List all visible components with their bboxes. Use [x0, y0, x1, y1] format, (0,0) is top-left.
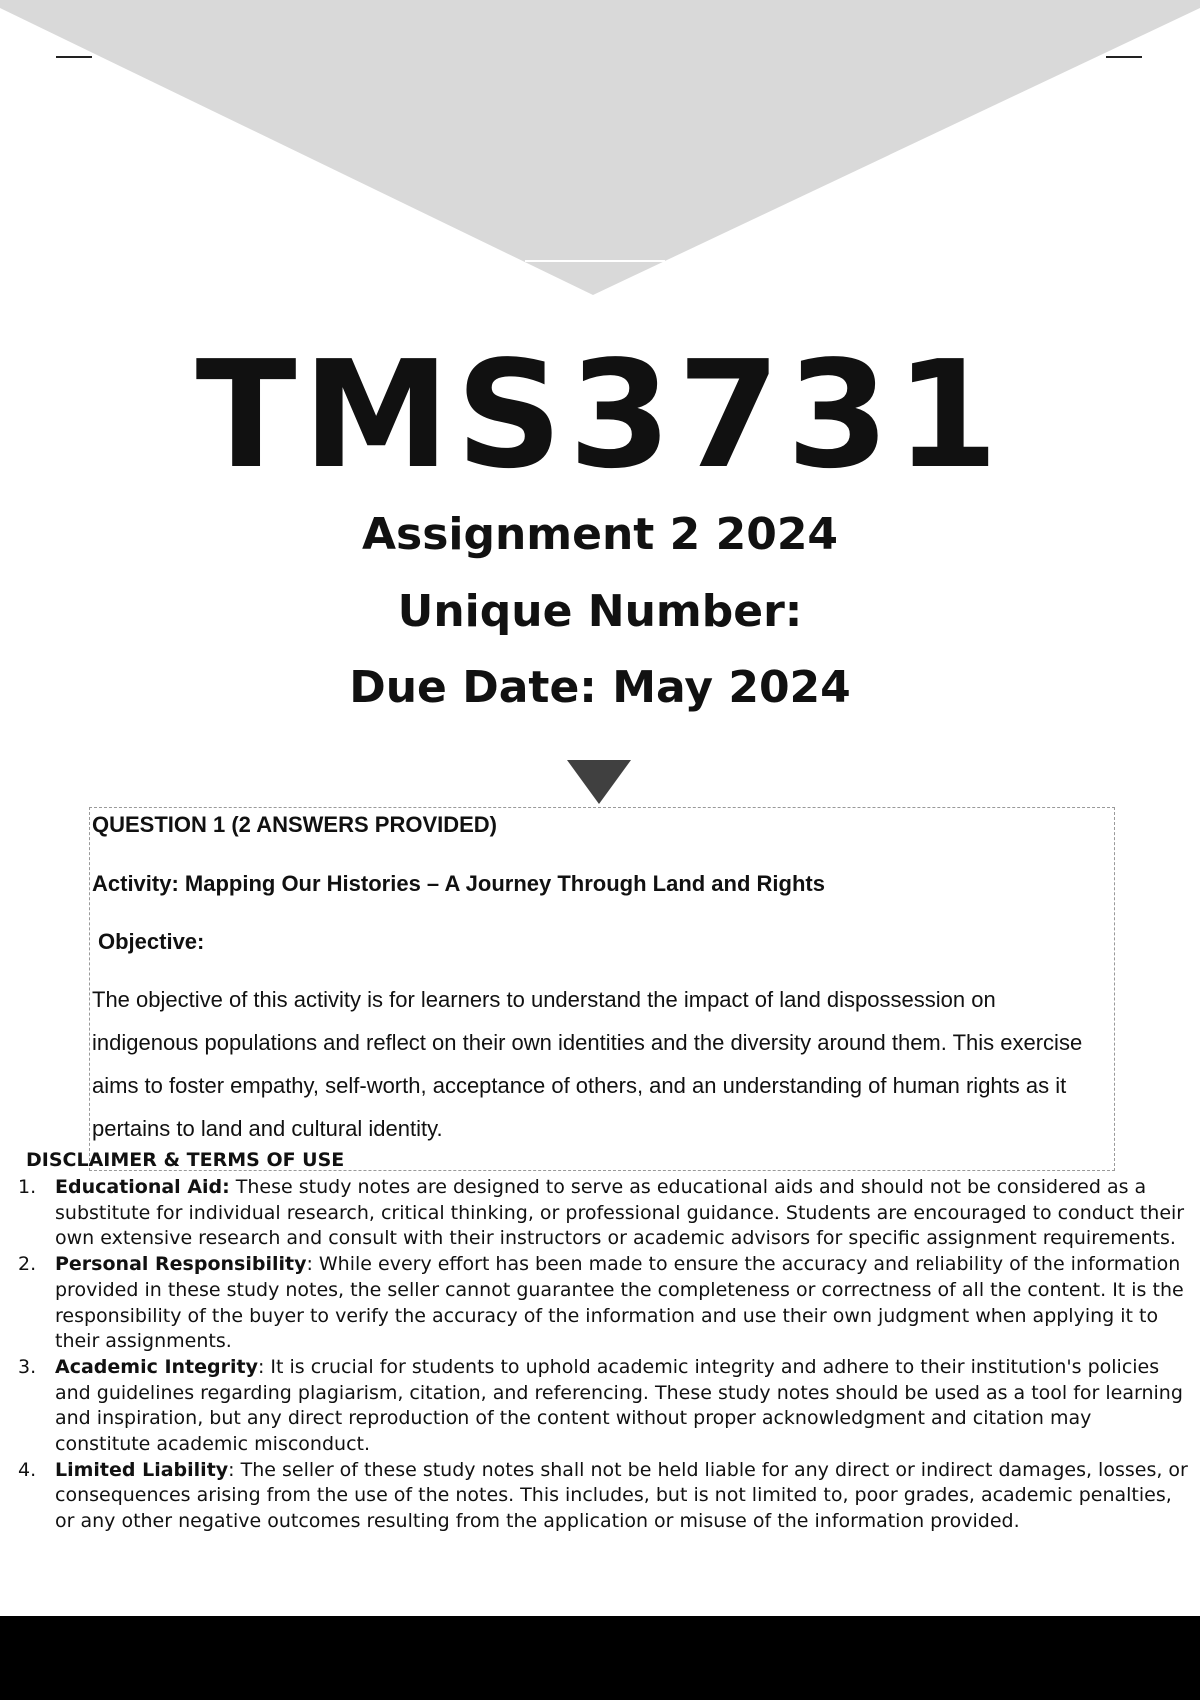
unique-number-label: Unique Number: — [397, 586, 803, 637]
down-arrow-icon — [567, 760, 631, 804]
term-text: : It is crucial for students to uphold academic integrity and adhere to their institution's policies and guidelines regarding plagiarism, citation, and referencing. These study notes should be used as a tool for learning and inspiration, but any direct reproduction of the content without proper acknowledgment and citation may constitute academic misconduct. — [55, 1355, 1183, 1456]
term-item — [18, 1252, 1188, 1355]
disclaimer-title: DISCLAIMER & TERMS OF USE — [26, 1149, 345, 1171]
term-label: Academic Integrity — [55, 1355, 258, 1378]
activity-title: Activity: Mapping Our Histories – A Journey Through Land and Rights — [92, 871, 825, 896]
term-number: 2. — [18, 1253, 37, 1276]
banner-chevron-shape — [0, 0, 1200, 295]
header-banner — [0, 0, 1200, 300]
due-date-label: Due Date: May 2024 — [349, 662, 851, 713]
objective-text: The objective of this activity is for learners to understand the impact of land dispossession on indigenous populations and reflect on their own identities and the diversity around them. This exercise aims to foster empathy, self-worth, acceptance of others, and an understanding of human rights as it pertains to land and cultural identity. — [92, 987, 1083, 1141]
assignment-title: Assignment 2 2024 — [361, 509, 839, 560]
footer-bar — [0, 1616, 1200, 1700]
question-heading: QUESTION 1 (2 ANSWERS PROVIDED) — [92, 812, 498, 837]
term-number: 1. — [18, 1176, 37, 1198]
term-label: Educational Aid: — [55, 1176, 230, 1198]
terms-list — [18, 1175, 1188, 1535]
term-text: : While every effort has been made to ensure the accuracy and reliability of the information provided in these study notes, the seller cannot guarantee the completeness or correctness of all the content. It is the responsibility of the buyer to verify the accuracy of the information and use their own judgment when applying it to their assignments. — [55, 1253, 1184, 1353]
term-label: Personal Responsibility — [55, 1253, 307, 1276]
term-number: 4. — [18, 1458, 37, 1481]
term-number: 3. — [18, 1355, 37, 1378]
corner-line-left — [56, 56, 92, 58]
term-item — [18, 1458, 1188, 1535]
disclaimer-section — [18, 1147, 1188, 1535]
term-item — [18, 1355, 1188, 1458]
question-text-box — [89, 807, 1115, 1171]
banner-inner-line — [525, 260, 665, 262]
term-text: : The seller of these study notes shall not be held liable for any direct or indirect damages, losses, or consequences arising from the use of the notes. This includes, but is not limited to, poor grades, academic penalties, or any other negative outcomes resulting from the application or misuse of the information provided. — [55, 1458, 1188, 1533]
term-item — [18, 1175, 1188, 1252]
term-label: Limited Liability — [55, 1458, 229, 1481]
corner-line-right — [1106, 56, 1142, 58]
term-text: These study notes are designed to serve as educational aids and should not be considered as a substitute for individual research, critical thinking, or professional guidance. Students are encouraged to conduct their own extensive research and consult with their instructors or academic advisors for specific assignment requirements. — [55, 1176, 1185, 1250]
course-code-title: TMS3731 — [195, 329, 1005, 501]
objective-label: Objective: — [98, 929, 205, 954]
